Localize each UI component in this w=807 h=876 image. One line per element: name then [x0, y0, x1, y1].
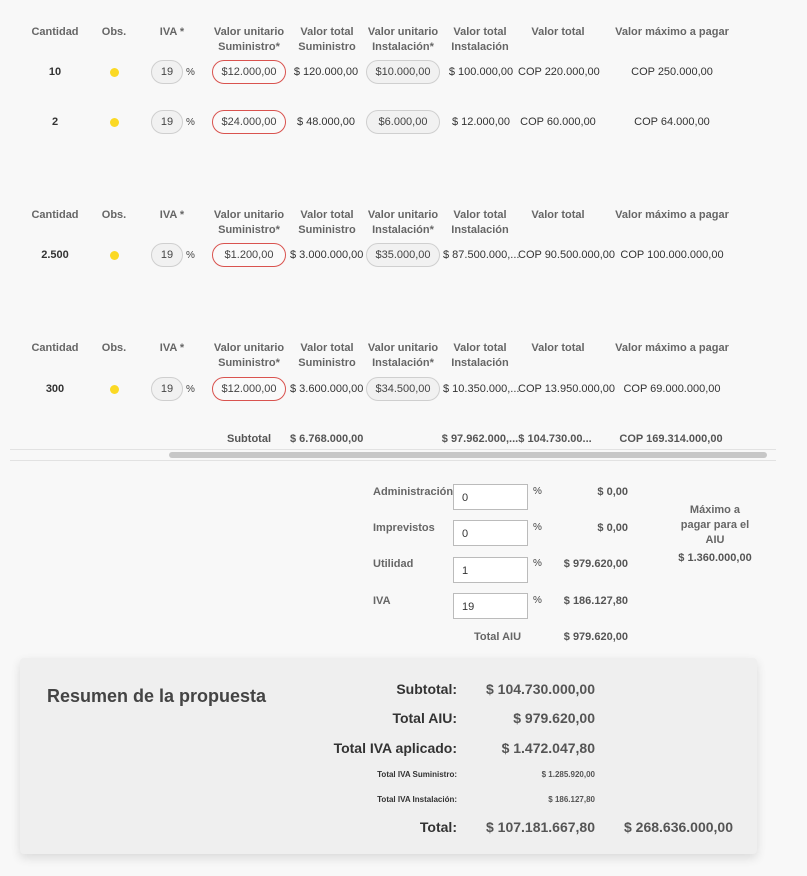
- subtotal-supply: $ 6.768.000,00: [290, 433, 364, 445]
- summary-aiu-value: $ 979.620,00: [513, 710, 595, 726]
- total-supply-cell: $ 3.600.000,00: [290, 383, 364, 395]
- header-vu-instalacion: Valor unitario Instalación*: [367, 209, 439, 236]
- summary-iva-label: Total IVA aplicado:: [333, 740, 457, 756]
- header-cantidad: Cantidad: [31, 26, 79, 38]
- header-vu-suministro: Valor unitario Suministro*: [213, 342, 285, 369]
- utilidad-amount: $ 979.620,00: [563, 558, 628, 570]
- iva-aiu-label: IVA: [373, 595, 391, 607]
- subtotal-install: $ 97.962.000,...: [441, 433, 519, 445]
- admin-amount: $ 0,00: [597, 486, 628, 498]
- percent-label: %: [533, 522, 542, 533]
- total-cell: COP 90.500.000,00: [518, 249, 616, 261]
- summary-iva-install-value: $ 186.127,80: [548, 795, 595, 804]
- percent-label: %: [186, 384, 195, 395]
- scrollbar-thumb[interactable]: [169, 452, 767, 458]
- total-aiu-amount: $ 979.620,00: [563, 631, 628, 643]
- header-vu-suministro: Valor unitario Suministro*: [213, 26, 285, 53]
- header-valor-total: Valor total: [531, 209, 585, 221]
- percent-label: %: [186, 117, 195, 128]
- header-vu-suministro: Valor unitario Suministro*: [213, 209, 285, 236]
- total-cell: COP 220.000,00: [518, 66, 600, 78]
- header-iva: IVA *: [159, 342, 185, 354]
- percent-label: %: [533, 558, 542, 569]
- header-iva: IVA *: [159, 209, 185, 221]
- unit-install-input[interactable]: $6.000,00: [366, 110, 440, 134]
- unit-supply-input[interactable]: $12.000,00: [212, 60, 286, 84]
- observation-dot-icon[interactable]: [110, 385, 119, 394]
- iva-aiu-amount: $ 186.127,80: [563, 595, 628, 607]
- header-cantidad: Cantidad: [31, 209, 79, 221]
- subtotal-total: $ 104.730.00...: [518, 433, 592, 445]
- iva-input[interactable]: 19: [151, 377, 183, 401]
- summary-iva-supply-value: $ 1.285.920,00: [541, 770, 595, 779]
- total-install-cell: $ 87.500.000,...: [443, 249, 520, 261]
- header-valor-maximo: Valor máximo a pagar: [615, 342, 729, 354]
- observation-dot-icon[interactable]: [110, 68, 119, 77]
- total-install-cell: $ 100.000,00: [448, 66, 514, 78]
- qty-cell: 300: [45, 383, 65, 395]
- summary-total-max: $ 268.636.000,00: [624, 819, 733, 835]
- summary-total-value: $ 107.181.667,80: [486, 819, 595, 835]
- summary-subtotal-label: Subtotal:: [396, 681, 457, 697]
- max-cell: COP 69.000.000,00: [623, 383, 721, 395]
- admin-input[interactable]: 0: [453, 484, 528, 510]
- qty-cell: 2.500: [41, 249, 69, 261]
- summary-title: Resumen de la propuesta: [47, 686, 267, 706]
- header-valor-total: Valor total: [531, 342, 585, 354]
- summary-iva-value: $ 1.472.047,80: [501, 740, 595, 756]
- imprevistos-input[interactable]: 0: [453, 520, 528, 546]
- header-vt-suministro: Valor total Suministro: [298, 26, 356, 53]
- max-cell: COP 100.000.000,00: [620, 249, 724, 261]
- observation-dot-icon[interactable]: [110, 118, 119, 127]
- total-cell: COP 60.000,00: [520, 116, 596, 128]
- unit-supply-input[interactable]: $12.000,00: [212, 377, 286, 401]
- max-cell: COP 64.000,00: [634, 116, 710, 128]
- header-vt-suministro: Valor total Suministro: [298, 342, 356, 369]
- total-aiu-label: Total AIU: [474, 631, 522, 643]
- header-cantidad: Cantidad: [31, 342, 79, 354]
- utilidad-label: Utilidad: [373, 558, 414, 570]
- subtotal-max: COP 169.314.000,00: [619, 433, 723, 445]
- imprevistos-amount: $ 0,00: [597, 522, 628, 534]
- header-obs: Obs.: [101, 342, 127, 354]
- header-obs: Obs.: [101, 26, 127, 38]
- percent-label: %: [533, 486, 542, 497]
- total-supply-cell: $ 120.000,00: [293, 66, 359, 78]
- summary-aiu-label: Total AIU:: [392, 710, 457, 726]
- header-vt-instalacion: Valor total Instalación: [451, 342, 509, 369]
- proposal-summary-card: [20, 658, 757, 854]
- header-vt-instalacion: Valor total Instalación: [451, 209, 509, 236]
- max-aiu-label: Máximo a pagar para el AIU: [680, 504, 750, 546]
- header-vt-instalacion: Valor total Instalación: [451, 26, 509, 53]
- total-install-cell: $ 12.000,00: [451, 116, 511, 128]
- utilidad-input[interactable]: 1: [453, 557, 528, 583]
- header-iva: IVA *: [159, 26, 185, 38]
- unit-install-input[interactable]: $35.000,00: [366, 243, 440, 267]
- header-vt-suministro: Valor total Suministro: [298, 209, 356, 236]
- summary-iva-install-label: Total IVA Instalación:: [377, 795, 457, 804]
- unit-install-input[interactable]: $34.500,00: [366, 377, 440, 401]
- unit-supply-input[interactable]: $1.200,00: [212, 243, 286, 267]
- total-supply-cell: $ 48.000,00: [296, 116, 356, 128]
- iva-input[interactable]: 19: [151, 243, 183, 267]
- percent-label: %: [533, 595, 542, 606]
- max-aiu-amount: $ 1.360.000,00: [678, 552, 752, 564]
- qty-cell: 10: [48, 66, 62, 78]
- iva-aiu-input[interactable]: 19: [453, 593, 528, 619]
- total-supply-cell: $ 3.000.000,00: [290, 249, 364, 261]
- admin-label: Administración: [373, 486, 454, 498]
- summary-subtotal-value: $ 104.730.000,00: [486, 681, 595, 697]
- summary-total-label: Total:: [419, 819, 457, 835]
- imprevistos-label: Imprevistos: [373, 522, 435, 534]
- percent-label: %: [186, 250, 195, 261]
- total-install-cell: $ 10.350.000,...: [443, 383, 520, 395]
- iva-input[interactable]: 19: [151, 60, 183, 84]
- header-valor-total: Valor total: [531, 26, 585, 38]
- subtotal-label: Subtotal: [227, 433, 271, 445]
- unit-install-input[interactable]: $10.000,00: [366, 60, 440, 84]
- header-vu-instalacion: Valor unitario Instalación*: [367, 26, 439, 53]
- unit-supply-input[interactable]: $24.000,00: [212, 110, 286, 134]
- percent-label: %: [186, 67, 195, 78]
- header-vu-instalacion: Valor unitario Instalación*: [367, 342, 439, 369]
- summary-iva-supply-label: Total IVA Suministro:: [377, 770, 457, 779]
- header-valor-maximo: Valor máximo a pagar: [615, 26, 729, 38]
- qty-cell: 2: [51, 116, 59, 128]
- header-obs: Obs.: [101, 209, 127, 221]
- max-cell: COP 250.000,00: [631, 66, 713, 78]
- divider: [10, 460, 776, 461]
- header-valor-maximo: Valor máximo a pagar: [615, 209, 729, 221]
- observation-dot-icon[interactable]: [110, 251, 119, 260]
- total-cell: COP 13.950.000,00: [518, 383, 616, 395]
- iva-input[interactable]: 19: [151, 110, 183, 134]
